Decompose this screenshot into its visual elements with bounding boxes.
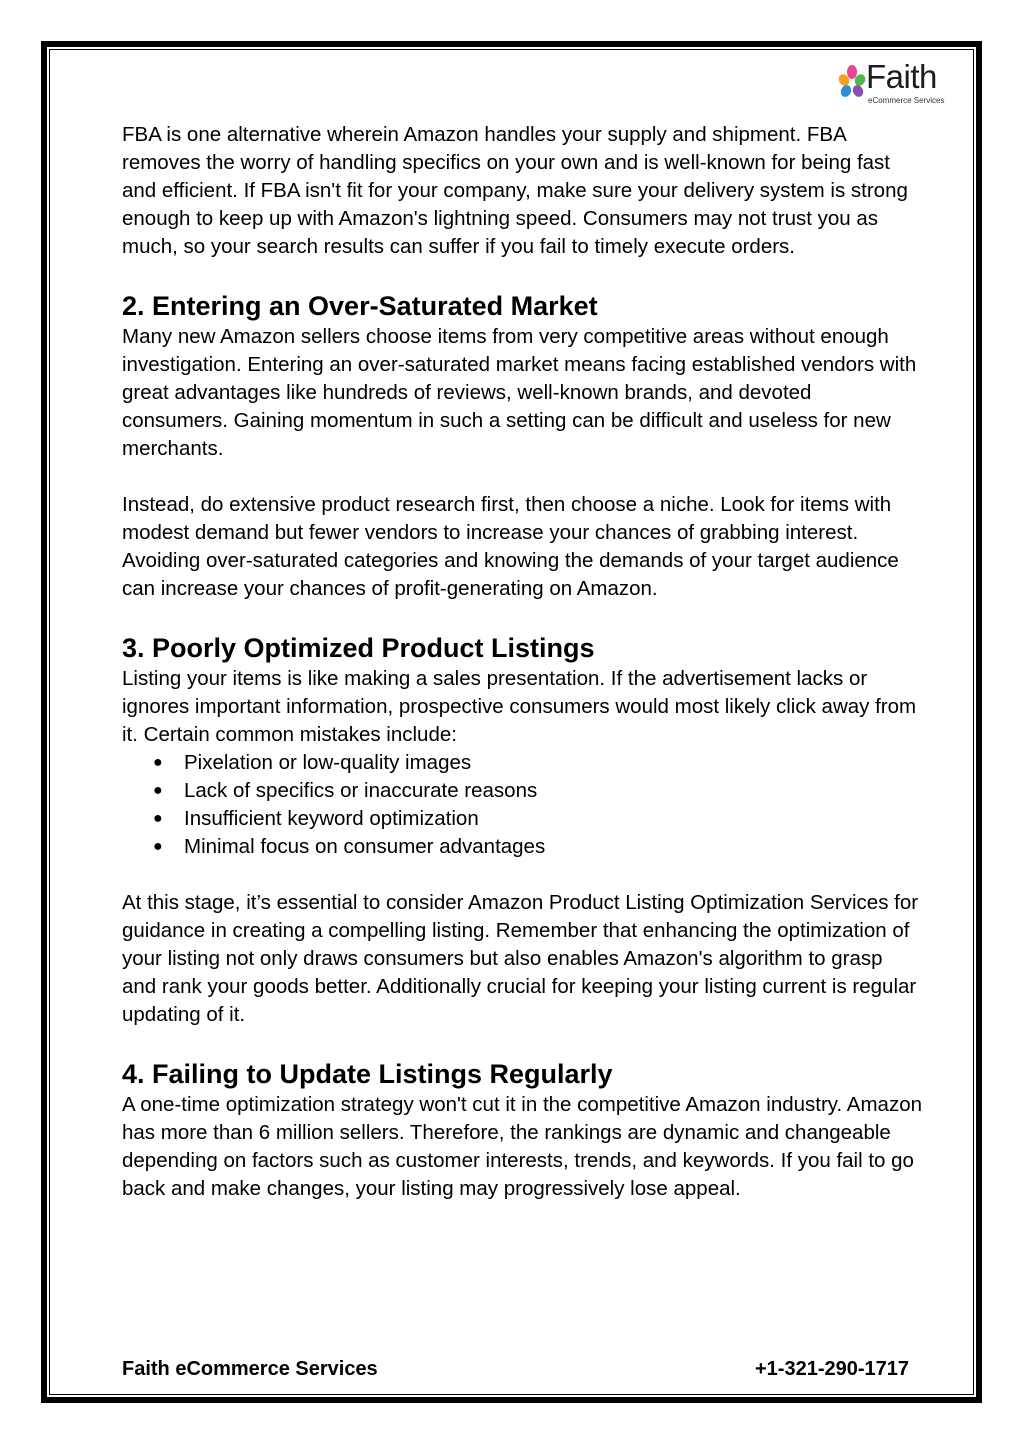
logo-wordmark: Faith (866, 58, 937, 95)
document-body (122, 121, 922, 1231)
section-paragraph: Many new Amazon sellers choose items from very competitive areas without enough investigation. Entering an over-saturated market means facing established vendors with great advantages like hundreds of reviews, well-known brands, and devoted consumers. Gaining momentum in such a setting can be difficult and useless for new merchants. (122, 325, 917, 460)
list-item: ● Pixelation or low-quality images (184, 749, 922, 777)
bullet-list (122, 749, 922, 861)
list-item: ● Insufficient keyword optimization (184, 805, 922, 833)
list-item: ● Lack of specifics or inaccurate reasons (184, 777, 922, 805)
section-heading: 3. Poorly Optimized Product Listings (122, 633, 595, 663)
section-paragraph: A one-time optimization strategy won't cut it in the competitive Amazon industry. Amazon has more than 6 million sellers. Therefore, the rankings are dynamic and changeable depending on factors such as customer interests, trends, and keywords. If you fail to go back and make changes, your listing may progressively lose appeal. (122, 1093, 923, 1200)
intro-paragraph: FBA is one alternative wherein Amazon handles your supply and shipment. FBA removes the worry of handling specifics on your own and is well-known for being fast and efficient. If FBA isn't fit for your company, make sure your delivery system is strong enough to keep up with Amazon's lightning speed. Consumers may not trust you as much, so your search results can suffer if you fail to timely execute orders. (122, 123, 908, 258)
brand-logo (838, 58, 963, 112)
section-paragraph: Instead, do extensive product research first, then choose a niche. Look for items with modest demand but fewer vendors to increase your chances of grabbing interest. Avoiding over-saturated categories and knowing the demands of your target audience can increase your chances of profit-generating on Amazon. (122, 493, 899, 600)
footer-phone: +1-321-290-1717 (754, 1358, 909, 1380)
section-heading: 4. Failing to Update Listings Regularly (122, 1059, 613, 1089)
section-paragraph: Listing your items is like making a sales presentation. If the advertisement lacks or ignores important information, prospective consumers would most likely click away from it. Certain common mistakes include: (122, 667, 917, 746)
section-paragraph: At this stage, it’s essential to consider Amazon Product Listing Optimization Services for guidance in creating a compelling listing. Remember that enhancing the optimization of your listing not only draws consumers but also enables Amazon's algorithm to grasp and rank your goods better. Additionally crucial for keeping your listing current is regular updating of it. (122, 891, 919, 1026)
list-item: ● Minimal focus on consumer advantages (184, 833, 922, 861)
page-footer (122, 1358, 909, 1381)
logo-tagline: eCommerce Services (868, 96, 945, 105)
section-heading: 2. Entering an Over-Saturated Market (122, 291, 598, 321)
footer-company: Faith eCommerce Services (122, 1358, 378, 1380)
flower-icon (838, 64, 866, 104)
